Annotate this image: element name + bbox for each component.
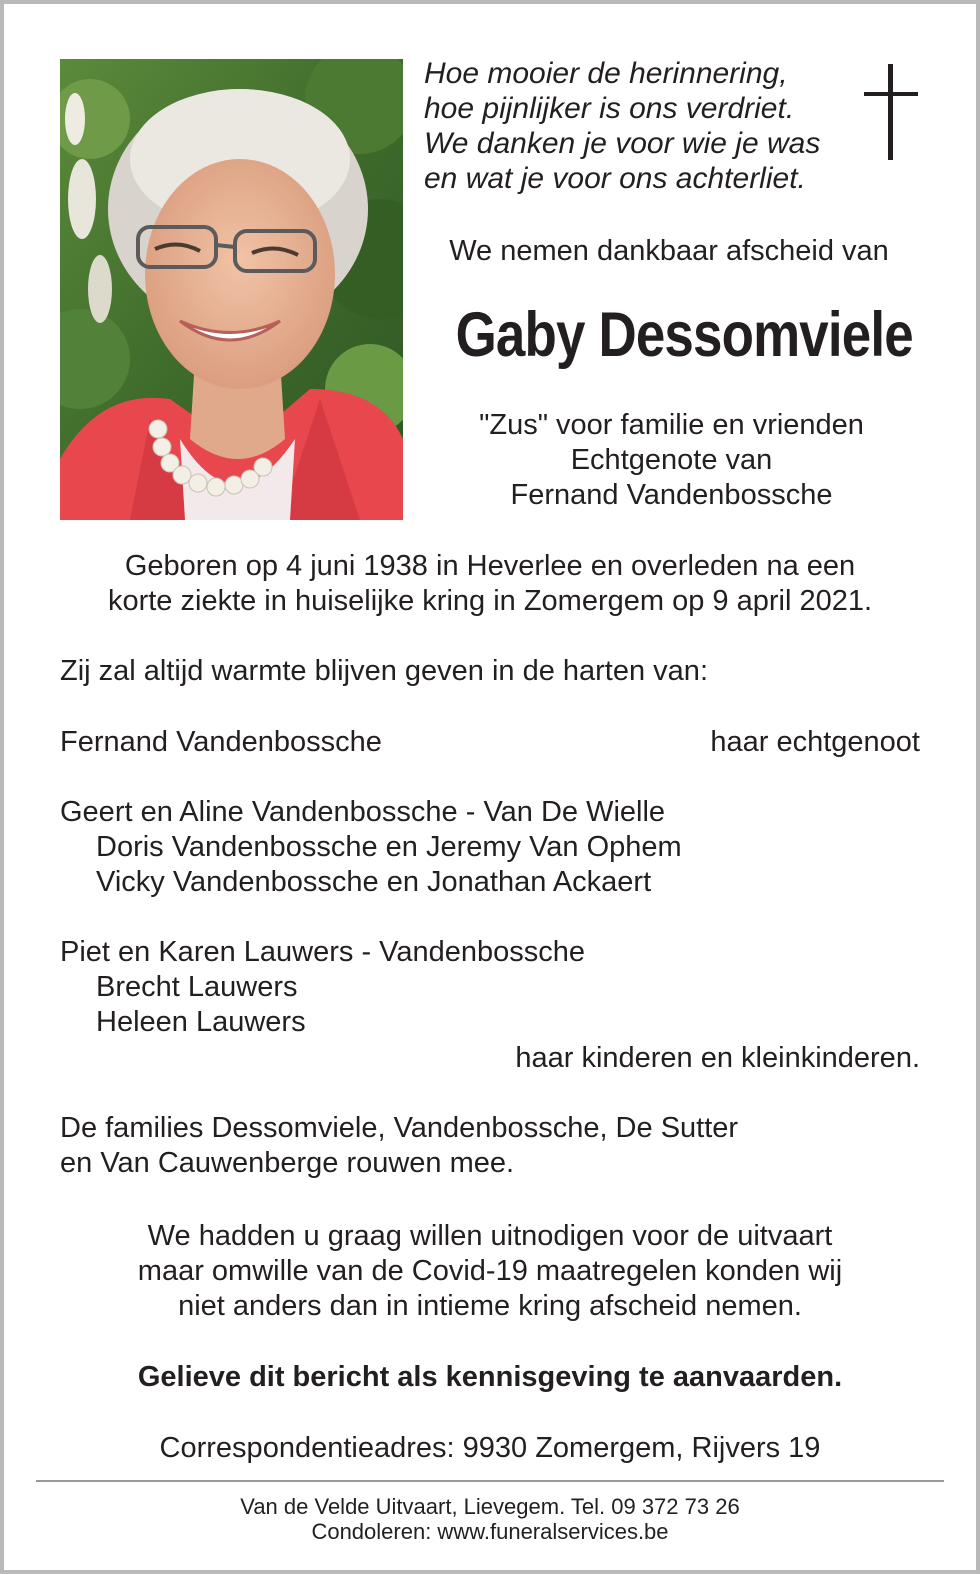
condolences-line: Condoleren: www.funeralservices.be (311, 1519, 669, 1544)
family-group (60, 935, 585, 1040)
subtitle (414, 408, 929, 513)
intro-line: We nemen dankbaar afscheid van (449, 235, 889, 267)
birth-death-line: Geboren op 4 juni 1938 in Heverlee en overleden na een (124, 550, 856, 582)
correspondence-address: Correspondentieadres: 9930 Zomergem, Rijvers 19 (159, 1432, 821, 1464)
family-head: Geert en Aline Vandenbossche - Van De Wielle (60, 796, 666, 828)
poem (424, 56, 854, 196)
hearts-line: Zij zal altijd warmte blijven geven in de harten van: (60, 655, 708, 687)
family-member: Brecht Lauwers (96, 971, 298, 1003)
families-mourn (60, 1111, 738, 1181)
subtitle-line: Echtgenote van (570, 444, 773, 476)
families-mourn-line: en Van Cauwenberge rouwen mee. (60, 1147, 515, 1179)
birth-death (4, 549, 976, 619)
footer-divider (36, 1480, 944, 1482)
spouse-relation: haar echtgenoot (710, 726, 920, 758)
subtitle-line: Fernand Vandenbossche (510, 479, 833, 511)
covid-notice-line: maar omwille van de Covid-19 maatregelen konden wij (137, 1255, 843, 1287)
cross-icon (862, 64, 920, 164)
poem-line: Hoe mooier de herinnering, (424, 57, 788, 90)
family-member: Heleen Lauwers (96, 1006, 306, 1038)
covid-notice (4, 1219, 976, 1324)
poem-line: hoe pijnlijker is ons verdriet. (424, 92, 795, 125)
covid-notice-line: We hadden u graag willen uitnodigen voor de uitvaart (147, 1220, 833, 1252)
children-relation: haar kinderen en kleinkinderen. (515, 1042, 920, 1074)
family-head: Piet en Karen Lauwers - Vandenbossche (60, 936, 586, 968)
poem-line: We danken je voor wie je was (424, 127, 821, 160)
birth-death-line: korte ziekte in huiselijke kring in Zomergem op 9 april 2021. (107, 585, 873, 617)
subtitle-line: "Zus" voor familie en vrienden (479, 409, 864, 441)
family-group (60, 795, 682, 900)
deceased-name: Gaby Dessomviele (455, 300, 913, 370)
poem-line: en wat je voor ons achterliet. (424, 162, 806, 195)
families-mourn-line: De families Dessomviele, Vandenbossche, De Sutter (60, 1112, 739, 1144)
family-member: Vicky Vandenbossche en Jonathan Ackaert (96, 866, 652, 898)
spouse-name: Fernand Vandenbossche (60, 726, 382, 758)
undertaker-line: Van de Velde Uitvaart, Lievegem. Tel. 09 372 73 26 (240, 1494, 740, 1519)
family-member: Doris Vandenbossche en Jeremy Van Ophem (96, 831, 682, 863)
portrait-photo (60, 59, 403, 520)
acknowledgement: Gelieve dit bericht als kennisgeving te aanvaarden. (137, 1361, 843, 1393)
covid-notice-line: niet anders dan in intieme kring afscheid nemen. (178, 1290, 802, 1322)
